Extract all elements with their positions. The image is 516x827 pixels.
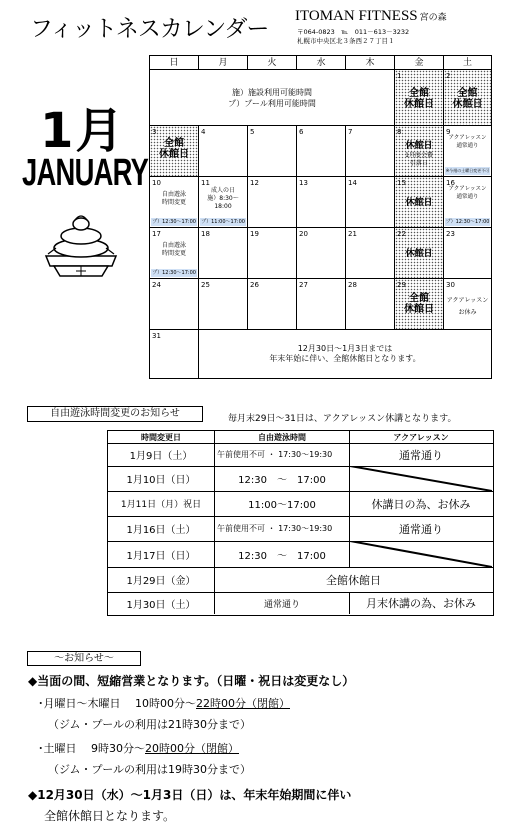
aqua-note: 毎月末29日～31日は、アクアレッスン休講となります。 <box>228 414 457 424</box>
table-row: 1月16日（土） 午前使用不可 ・ 17:30～19:30 通常通り <box>108 516 493 542</box>
calendar-day: 31 <box>150 330 199 378</box>
weekday-header: 土 <box>444 56 491 70</box>
notice-heading-1: ◆当面の間、短縮営業となります。（日曜・祝日は変更なし） <box>28 674 355 688</box>
notice-closed-line: 全館休館日となります。 <box>44 809 176 823</box>
info-label: ～お知らせ～ <box>27 651 141 666</box>
time-change-table <box>107 430 494 616</box>
weekday-header: 木 <box>346 56 395 70</box>
calendar-day: 12 <box>248 177 297 228</box>
calendar-day: 11 成人の日 施）8:30～18:00 プ）11:00～17:00 <box>199 177 248 228</box>
calendar-day: 5 <box>248 126 297 177</box>
weekday-header: 火 <box>248 56 297 70</box>
calendar-day: 21 <box>346 228 395 279</box>
table-row: 1月9日（土） 午前使用不可 ・ 17:30～19:30 通常通り <box>108 443 493 467</box>
weekday-header: 月 <box>199 56 248 70</box>
calendar-day: 16 アクアレッスン 通常通り プ）12:30～17:00 <box>444 177 491 228</box>
calendar-day: 29 全館 休館日 <box>395 279 444 330</box>
calendar-day: 9 アクアレッスン 通常通り ※今週の土曜日変更不可 <box>444 126 491 177</box>
page-title: フィットネスカレンダー <box>30 16 269 42</box>
calendar-day: 4 <box>199 126 248 177</box>
calendar-day: 20 <box>297 228 346 279</box>
calendar-day: 3 全館 休館日 <box>150 126 199 177</box>
legend-cell: 施）施設利用可能時間 プ）プール利用可能時間 <box>150 70 395 126</box>
hours-weekday-note: （ジム・プールの利用は21時30分まで） <box>48 718 252 731</box>
yearend-note: 12月30日～1月3日までは 年末年始に伴い、全館休館日となります。 <box>269 344 421 363</box>
calendar-day: 28 <box>346 279 395 330</box>
calendar-day: 19 <box>248 228 297 279</box>
calendar-day: 10 自由遊泳 時間変更 プ）12:30～17:00 <box>150 177 199 228</box>
table-row: 1月30日（土） 通常通り 月末休講の為、お休み <box>108 592 493 614</box>
weekday-header: 金 <box>395 56 444 70</box>
calendar-day: 26 <box>248 279 297 330</box>
hours-saturday: ･土曜日 9時30分～20時00分（閉館） <box>38 742 239 755</box>
address: 〒064-0823 ℡ 011－613－3232 札幌市中央区北３条西２７丁目１ <box>297 28 410 45</box>
table-row: 1月17日（日） 12:30 ～ 17:00 <box>108 541 493 568</box>
slash-cell <box>350 541 492 567</box>
slash-cell <box>350 466 492 491</box>
calendar-day: 18 <box>199 228 248 279</box>
calendar-day: 13 <box>297 177 346 228</box>
month-en: JANUARY <box>22 152 149 194</box>
calendar-day: 17 自由遊泳 時間変更 プ）12:30～17:00 <box>150 228 199 279</box>
calendar-day: 8 休館日 1月度会費 引落日 <box>395 126 444 177</box>
weekday-header: 水 <box>297 56 346 70</box>
calendar-day: 1 全館 休館日 <box>395 70 444 126</box>
calendar-day: 14 <box>346 177 395 228</box>
hours-weekday: ･月曜日～木曜日 10時00分～22時00分（閉館） <box>38 697 290 710</box>
calendar-day: 27 <box>297 279 346 330</box>
month-jp: 1月 <box>40 103 126 159</box>
calendar <box>149 55 492 379</box>
hours-saturday-note: （ジム・プールの利用は19時30分まで） <box>48 763 252 776</box>
calendar-day: 24 <box>150 279 199 330</box>
table-header: 時間変更日 自由遊泳時間 アクアレッスン <box>108 431 493 444</box>
calendar-day: 30 アクアレッスン お休み <box>444 279 491 330</box>
free-swim-notice-label: 自由遊泳時間変更のお知らせ <box>27 406 203 422</box>
calendar-day: 2 全館 休館日 <box>444 70 491 126</box>
calendar-day: 6 <box>297 126 346 177</box>
brand-logo: ITOMAN FITNESS 宮の森 <box>295 8 447 24</box>
table-row: 1月29日（金） 全館休館日 <box>108 567 493 593</box>
calendar-day: 15 休館日 <box>395 177 444 228</box>
table-row: 1月11日（月）祝日 11:00～17:00 休講日の為、お休み <box>108 491 493 517</box>
calendar-day: 25 <box>199 279 248 330</box>
calendar-day: 22 休館日 <box>395 228 444 279</box>
table-row: 1月10日（日） 12:30 ～ 17:00 <box>108 466 493 492</box>
notice-heading-2: ◆12月30日（水）～1月3日（日）は、年末年始期間に伴い <box>28 788 352 802</box>
calendar-day: 23 <box>444 228 491 279</box>
calendar-day: 7 <box>346 126 395 177</box>
kagami-mochi-icon <box>42 208 120 278</box>
weekday-header: 日 <box>150 56 199 70</box>
